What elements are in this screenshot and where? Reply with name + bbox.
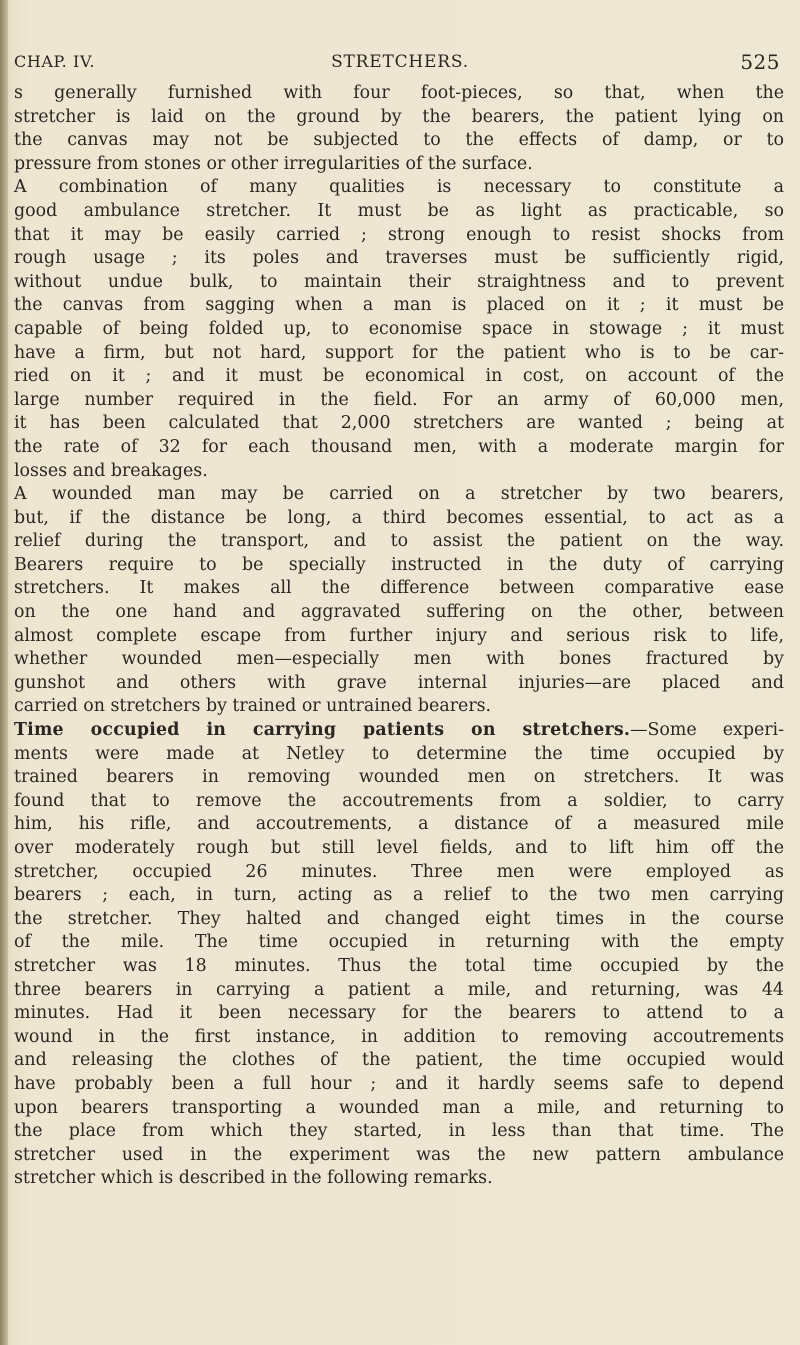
line-text: without undue bulk, to maintain their straightness and to prevent [14,271,784,292]
text-line [14,1144,784,1168]
line-text: good ambulance stretcher. It must be as light as practicable, so [14,200,784,221]
line-text: stretcher was 18 minutes. Thus the total time occupied by the [14,955,784,976]
line-text: upon bearers transporting a wounded man a mile, and returning to [14,1097,784,1118]
line-text: stretcher used in the experiment was the new pattern ambulance [14,1144,784,1165]
chapter-label: CHAP. IV. [14,52,96,71]
line-text: s generally furnished with four foot-pieces, so that, when the [14,83,784,103]
line-text: stretchers. It makes all the difference between comparative ease [14,578,784,599]
line-text: of the mile. The time occupied in returning with the empty [14,932,784,953]
text-line [14,861,784,885]
line-text: —Some experi- [630,720,784,741]
text-line [14,908,784,932]
line-text: ried on it ; and it must be economical in cost, on account of the [14,366,784,387]
text-line [14,1073,784,1097]
line-text: the rate of 32 for each thousand men, with a moderate margin for [14,436,784,457]
text-line [14,1097,784,1121]
text-line [14,176,784,200]
text-line [14,82,784,106]
text-line [14,389,784,413]
text-line [14,1120,784,1144]
text-line [14,271,784,295]
line-text: losses and breakages. [14,460,208,481]
text-line [14,601,784,625]
page-title: STRETCHERS. [331,52,469,72]
text-line [14,625,784,649]
text-line [14,530,784,554]
page-number: 525 [740,50,780,74]
text-line [14,837,784,861]
line-text: minutes. Had it been necessary for the bearers to attend to a [14,1003,784,1024]
line-text: almost complete escape from further injury and serious risk to life, [14,625,784,646]
line-text: the place from which they started, in less than that time. The [14,1121,784,1142]
line-text: three bearers in carrying a patient a mile, and returning, was 44 [14,979,784,1000]
text-line [14,648,784,672]
text-line [14,955,784,979]
body-text [14,82,784,1191]
text-line [14,790,784,814]
line-text: pressure from stones or other irregularities of the surface. [14,153,533,174]
line-text: ments were made at Netley to determine the time occupied by [14,743,784,764]
text-line [14,342,784,366]
text-line [14,247,784,271]
line-text: the stretcher. They halted and changed eight times in the course [14,908,784,929]
line-text: stretcher is laid on the ground by the bearers, the patient lying on [14,106,784,127]
line-text: A wounded man may be carried on a stretcher by two bearers, [14,484,784,505]
text-line [14,224,784,248]
text-line [14,554,784,578]
line-text: rough usage ; its poles and traverses must be sufficiently rigid, [14,248,784,269]
text-line [14,813,784,837]
text-line [14,577,784,601]
text-line [14,1049,784,1073]
text-line [14,766,784,790]
line-text: found that to remove the accoutrements from a soldier, to carry [14,790,784,811]
text-line [14,884,784,908]
line-text: stretcher which is described in the following remarks. [14,1168,493,1189]
text-line [14,743,784,767]
line-text: A combination of many qualities is necessary to constitute a [14,177,784,198]
text-line [14,483,784,507]
text-line [14,200,784,224]
line-text: carried on stretchers by trained or untrained bearers. [14,696,492,717]
running-header [14,52,786,78]
text-line [14,695,784,719]
text-line [14,1002,784,1026]
text-line [14,436,784,460]
text-line [14,1167,784,1191]
text-line [14,106,784,130]
text-line [14,460,784,484]
text-line [14,129,784,153]
text-line [14,318,784,342]
line-text: bearers ; each, in turn, acting as a relief to the two men carrying [14,885,784,906]
line-text: trained bearers in removing wounded men on stretchers. It was [14,767,784,788]
text-line [14,294,784,318]
line-text: him, his rifle, and accoutrements, a distance of a measured mile [14,814,784,835]
line-text: and releasing the clothes of the patient, the time occupied would [14,1050,784,1071]
text-line [14,931,784,955]
text-line [14,1026,784,1050]
line-text: have a firm, but not hard, support for the patient who is to be car- [14,342,784,363]
text-line [14,979,784,1003]
line-text: on the one hand and aggravated suffering on the other, between [14,602,784,623]
line-text: gunshot and others with grave internal injuries—are placed and [14,672,784,693]
text-line [14,412,784,436]
line-text: large number required in the field. For an army of 60,000 men, [14,389,784,410]
page-gutter [0,0,8,1345]
line-text: but, if the distance be long, a third becomes essential, to act as a [14,507,784,528]
line-text: that it may be easily carried ; strong enough to resist shocks from [14,224,784,245]
line-text: the canvas may not be subjected to the effects of damp, or to [14,130,784,151]
line-text: it has been calculated that 2,000 stretchers are wanted ; being at [14,413,784,434]
section-sidehead: Time occupied in carrying patients on stretchers. [14,720,631,741]
text-line [14,153,784,177]
line-text: the canvas from sagging when a man is placed on it ; it must be [14,295,784,316]
text-line [14,365,784,389]
sidehead-line [14,719,784,743]
line-text: wound in the first instance, in addition to removing accoutrements [14,1026,784,1047]
line-text: relief during the transport, and to assist the patient on the way. [14,531,784,552]
line-text: whether wounded men—especially men with bones fractured by [14,649,784,670]
line-text: Bearers require to be specially instructed in the duty of carrying [14,554,784,575]
text-line [14,672,784,696]
text-line [14,507,784,531]
line-text: stretcher, occupied 26 minutes. Three men were employed as [14,861,784,882]
line-text: capable of being folded up, to economise space in stowage ; it must [14,318,784,339]
line-text: have probably been a full hour ; and it hardly seems safe to depend [14,1073,784,1094]
line-text: over moderately rough but still level fields, and to lift him off the [14,838,784,858]
